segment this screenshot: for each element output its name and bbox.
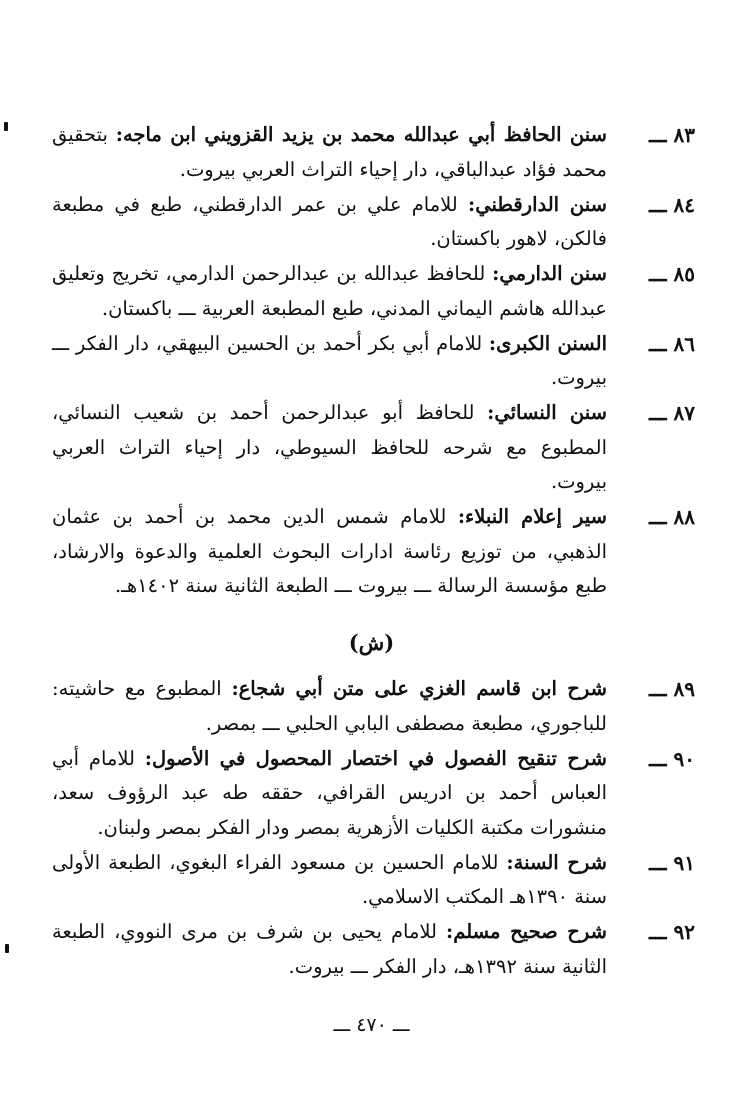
bibliography-entry	[52, 915, 695, 984]
entry-number: ٨٩ ـــ	[648, 677, 695, 701]
section-heading-shin: (ش)	[348, 630, 395, 655]
entry-title: سنن الدارمي:	[492, 262, 607, 285]
entry-title: السنن الكبرى:	[488, 331, 607, 355]
entry-text: للامام يحيى بن شرف بن مرى النووي، الطبعة الثانية سنة ١٣٩٢هـ، دار الفكر ـــ بيروت.	[52, 920, 607, 978]
entry-text: المطبوع مع حاشيته: للباجوري، مطبعة مصطفى البابي الحلبي ـــ بمصر.	[52, 677, 607, 735]
bibliography-entry	[52, 396, 695, 500]
entry-number: ٩٢ ـــ	[648, 920, 695, 944]
bibliography-list-sin	[52, 118, 695, 604]
entry-title: سنن الدارقطني:	[468, 192, 607, 216]
entry-text: للحافظ عبدالله بن عبدالرحمن الدارمي، تخريج وتعليق عبدالله هاشم اليماني المدني، طبع المطبعة العربية ـــ باكستان.	[52, 262, 607, 320]
bibliography-entry	[52, 500, 695, 604]
bibliography-entry	[52, 257, 695, 326]
entry-number: ٨٥ ـــ	[648, 262, 695, 286]
entry-title: شرح ابن قاسم الغزي على متن أبي شجاع:	[231, 677, 607, 700]
entry-number: ٨٣ ـــ	[648, 123, 695, 147]
entry-title: شرح السنة:	[506, 850, 607, 874]
entry-number: ٨٤ ـــ	[648, 192, 695, 217]
entry-number: ٨٨ ـــ	[648, 505, 695, 529]
bibliography-entry	[52, 188, 695, 257]
entry-text: للامام أبي العباس أحمد بن ادريس القرافي، حققه طه عبد الرؤوف سعد، منشورات مكتبة الكليات الأزهرية بمصر ودار الفكر بمصر ولبنان.	[52, 746, 607, 839]
entry-number: ٨٦ ـــ	[648, 331, 695, 356]
entry-text: بتحقيق محمد فؤاد عبدالباقي، دار إحياء التراث العربي بيروت.	[52, 123, 607, 181]
entry-title: سير إعلام النبلاء:	[457, 505, 608, 528]
bibliography-entry	[52, 742, 695, 846]
bibliography-entry	[52, 672, 695, 741]
bibliography-entry	[52, 118, 695, 187]
entry-text: للامام علي بن عمر الدارقطني، طبع في مطبعة فالكن، لاهور باكستان.	[52, 192, 607, 250]
entry-text: للحافظ أبو عبدالرحمن أحمد بن شعيب النسائي، المطبوع مع شرحه للحافظ السيوطي، دار إحياء التراث العربي بيروت.	[52, 401, 607, 493]
entry-number: ٩١ ـــ	[648, 850, 695, 875]
entry-title: سنن النسائي:	[487, 401, 607, 424]
entry-number: ٩٠ ـــ	[648, 746, 695, 771]
entry-text: للامام الحسين بن مسعود الفراء البغوي، الطبعة الأولى سنة ١٣٩٠هـ المكتب الاسلامي.	[52, 850, 607, 908]
entry-title: سنن الحافظ أبي عبدالله محمد بن يزيد القزويني ابن ماجه:	[115, 123, 608, 146]
scan-mark-top	[4, 122, 8, 131]
bibliography-entry	[52, 327, 695, 396]
scan-mark-bottom	[5, 944, 9, 953]
entry-text: للامام شمس الدين محمد بن أحمد بن عثمان الذهبي، من توزيع رئاسة ادارات البحوث العلمية والدعوة والارشاد، طبع مؤسسة الرسالة ـــ بيروت ـــ الطبعة الثانية سنة ١٤٠٢هـ.	[52, 505, 607, 597]
entry-text: للامام أبي بكر أحمد بن الحسين البيهقي، دار الفكر ـــ بيروت.	[52, 331, 607, 389]
page-number: ـــ ٤٧٠ ـــ	[333, 1014, 410, 1036]
bibliography-entry	[52, 846, 695, 915]
bibliography-list-shin	[52, 672, 695, 985]
entry-title: شرح صحيح مسلم:	[446, 920, 607, 943]
entry-title: شرح تنقيح الفصول في اختصار المحصول في الأصول:	[144, 746, 607, 770]
entry-number: ٨٧ ـــ	[648, 401, 695, 425]
